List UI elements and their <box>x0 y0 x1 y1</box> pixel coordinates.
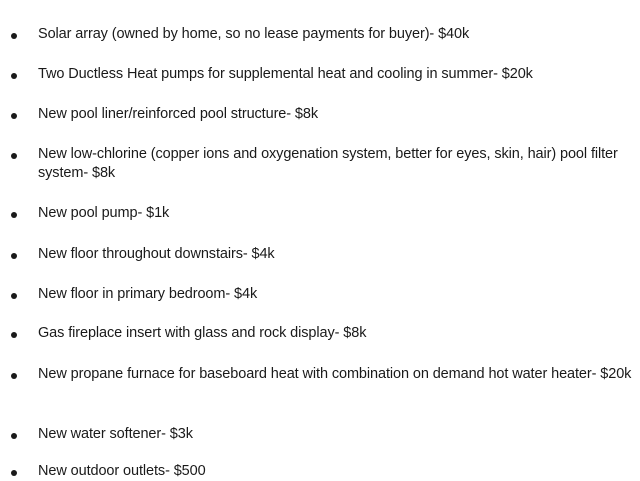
bullet-icon <box>11 253 17 259</box>
list-item-text: New propane furnace for baseboard heat with combination on demand hot water heater- $20k <box>38 366 632 382</box>
list-item-text: New low-chlorine (copper ions and oxygenation system, better for eyes, skin, hair) pool filter system- $8k <box>38 146 618 181</box>
bullet-icon <box>11 470 17 476</box>
bullet-icon <box>11 113 17 119</box>
list-item-text: New water softener- $3k <box>38 426 193 442</box>
bullet-icon <box>11 153 17 159</box>
bullet-icon <box>11 73 17 79</box>
bullet-icon <box>11 212 17 218</box>
list-item-text: New floor in primary bedroom- $4k <box>38 286 258 302</box>
bullet-icon <box>11 33 17 39</box>
list-item-text: Solar array (owned by home, so no lease payments for buyer)- $40k <box>38 26 470 42</box>
list-item-text: New floor throughout downstairs- $4k <box>38 246 275 262</box>
bullet-icon <box>11 433 17 439</box>
bullet-icon <box>11 332 17 338</box>
bullet-icon <box>11 293 17 299</box>
list-item-text: Gas fireplace insert with glass and rock display- $8k <box>38 325 367 341</box>
list-item-text: New pool liner/reinforced pool structure- $8k <box>38 106 318 122</box>
list-item-text: New outdoor outlets- $500 <box>38 463 206 479</box>
list-item-text: Two Ductless Heat pumps for supplemental heat and cooling in summer- $20k <box>38 66 533 82</box>
bullet-icon <box>11 373 17 379</box>
list-item-text: New pool pump- $1k <box>38 205 170 221</box>
